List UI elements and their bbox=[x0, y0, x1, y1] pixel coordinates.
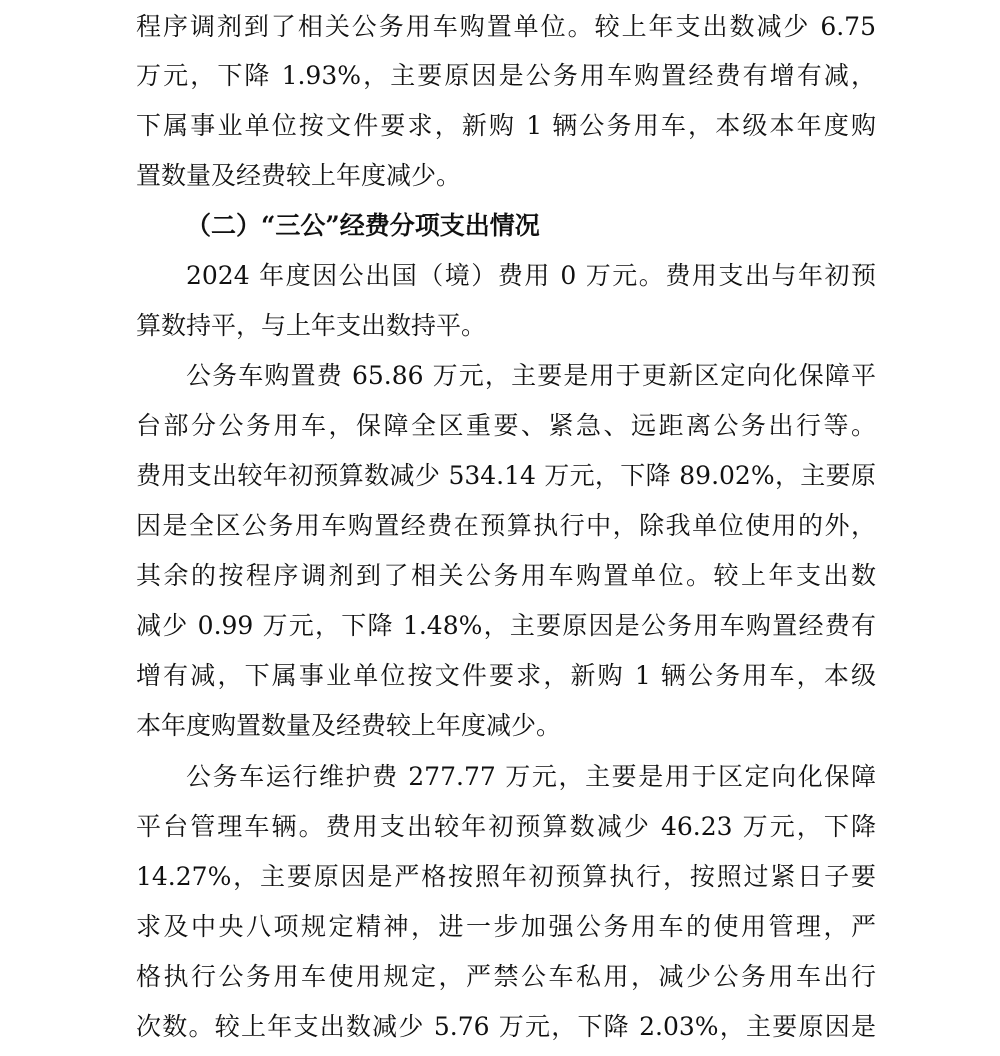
paragraph-line: 2024 年度因公出国（境）费用 0 万元。费用支出与年初预 bbox=[186, 261, 876, 290]
paragraph-line: 次数。较上年支出数减少 5.76 万元，下降 2.03%，主要原因是 bbox=[136, 1012, 876, 1041]
paragraph-line: 增有减，下属事业单位按文件要求，新购 1 辆公务用车，本级 bbox=[136, 661, 876, 690]
paragraph-line: 本年度购置数量及经费较上年度减少。 bbox=[136, 711, 562, 740]
paragraph-line: 台部分公务用车，保障全区重要、紧急、远距离公务出行等。 bbox=[136, 411, 876, 440]
paragraph-line: 减少 0.99 万元，下降 1.48%，主要原因是公务用车购置经费有 bbox=[136, 611, 876, 640]
paragraph-line: 格执行公务用车使用规定，严禁公车私用，减少公务用车出行 bbox=[136, 962, 876, 991]
paragraph-line: 置数量及经费较上年度减少。 bbox=[136, 161, 462, 190]
paragraph-line: 费用支出较年初预算数减少 534.14 万元，下降 89.02%，主要原 bbox=[136, 461, 876, 490]
paragraph-line: 因是全区公务用车购置经费在预算执行中，除我单位使用的外， bbox=[136, 511, 876, 540]
paragraph-line: 求及中央八项规定精神，进一步加强公务用车的使用管理，严 bbox=[136, 912, 876, 941]
section-heading: （二）“三公”经费分项支出情况 bbox=[186, 211, 540, 240]
paragraph-line: 算数持平，与上年支出数持平。 bbox=[136, 311, 487, 340]
paragraph-line: 其余的按程序调剂到了相关公务用车购置单位。较上年支出数 bbox=[136, 561, 876, 590]
paragraph-line: 14.27%，主要原因是严格按照年初预算执行，按照过紧日子要 bbox=[136, 862, 876, 891]
paragraph-line: 平台管理车辆。费用支出较年初预算数减少 46.23 万元，下降 bbox=[136, 812, 876, 841]
paragraph-line: 程序调剂到了相关公务用车购置单位。较上年支出数减少 6.75 bbox=[136, 12, 876, 41]
paragraph-line: 公务车购置费 65.86 万元，主要是用于更新区定向化保障平 bbox=[186, 361, 876, 390]
paragraph-line: 公务车运行维护费 277.77 万元，主要是用于区定向化保障 bbox=[186, 762, 876, 791]
paragraph-line: 万元，下降 1.93%，主要原因是公务用车购置经费有增有减， bbox=[136, 61, 876, 90]
paragraph-line: 下属事业单位按文件要求，新购 1 辆公务用车，本级本年度购 bbox=[136, 111, 876, 140]
